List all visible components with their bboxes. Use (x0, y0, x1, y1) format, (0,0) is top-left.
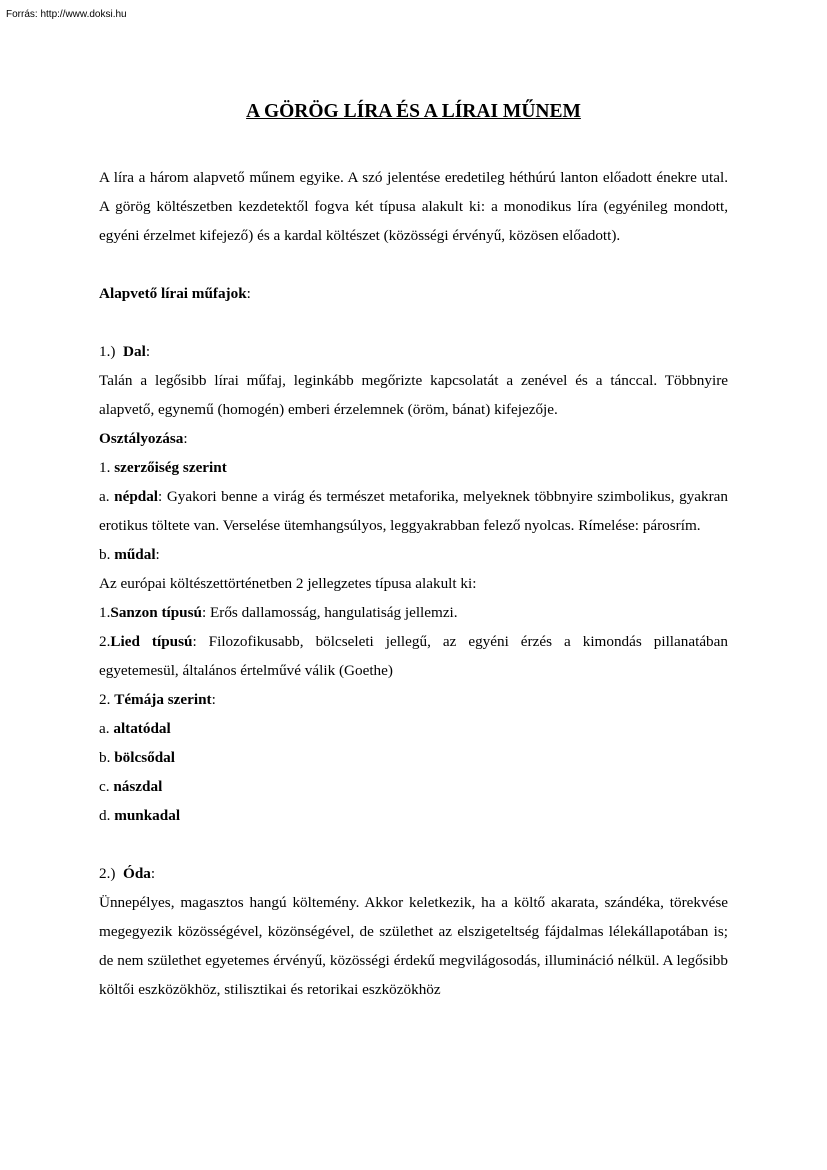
dal-classification (99, 424, 728, 453)
classification-rest: : (183, 430, 188, 447)
genres-heading-rest: : (246, 285, 251, 302)
by-theme-rest: : (211, 691, 216, 708)
sanzon-text: : Erős dallamosság, hangulatiság jellemzi. (201, 604, 458, 621)
nepdal-text: : Gyakori benne a virág és természet metaforika, melyeknek többnyire szimbolikus, gyakran erotikus töltete van. Verselése ütemhangsúlyos, leggyakrabban felező nyolcas. Rímelése: párosrím. (99, 488, 728, 534)
theme-prefix: d. (99, 807, 115, 824)
theme-bold: munkadal (114, 807, 181, 824)
classification-bold: Osztályozása (99, 430, 184, 447)
by-theme-prefix: 2. (99, 691, 115, 708)
spacer (99, 308, 728, 337)
genres-heading-bold: Alapvető lírai műfajok (99, 285, 247, 302)
nepdal-prefix: a. (99, 488, 115, 505)
sanzon-bold: Sanzon típusú (110, 604, 202, 621)
genres-heading (99, 279, 728, 308)
lied-prefix: 2. (99, 633, 111, 650)
theme-prefix: a. (99, 720, 114, 737)
theme-bold: bölcsődal (114, 749, 175, 766)
by-author (99, 453, 728, 482)
theme-prefix: c. (99, 778, 114, 795)
dal-number: 1.) (99, 343, 116, 360)
spacer (99, 830, 728, 859)
theme-item (99, 743, 728, 772)
dal-description: Talán a legősibb lírai műfaj, leginkább megőrizte kapcsolatát a zenével és a tánccal. Többnyire alapvető, egynemű (homogén) emberi érzelemnek (öröm, bánat) kifejezője. (99, 372, 728, 418)
sanzon-line (99, 598, 728, 627)
by-author-bold: szerzőiség szerint (114, 459, 227, 476)
source-note: Forrás: http://www.doksi.hu (6, 9, 127, 20)
by-author-prefix: 1. (99, 459, 115, 476)
by-theme (99, 685, 728, 714)
document-body (99, 163, 728, 1004)
theme-item (99, 772, 728, 801)
by-theme-bold: Témája szerint (114, 691, 212, 708)
page-title: A GÖRÖG LÍRA ÉS A LÍRAI MŰNEM (246, 101, 581, 122)
theme-item (99, 801, 728, 830)
mudal-line (99, 540, 728, 569)
lied-text: : Filozofikusabb, bölcseleti jellegű, az egyéni érzés a kimondás pillanatában egyetemesül, általános értelművé válik (Goethe) (99, 633, 728, 679)
dal-colon: : (145, 343, 151, 360)
sanzon-prefix: 1. (99, 604, 111, 621)
mudal-prefix: b. (99, 546, 115, 563)
theme-item (99, 714, 728, 743)
intro-paragraph: A líra a három alapvető műnem egyike. A szó jelentése eredetileg héthúrú lanton előadott énekre utal. A görög költészetben kezdetektől fogva két típusa alakult ki: a monodikus líra (egyénileg mondott, egyéni érzelmet kifejező) és a kardal költészet (közösségi érvényű, közösen előadott). (99, 169, 728, 244)
mudal-rest: : (155, 546, 160, 563)
lied-bold: Lied típusú (110, 633, 193, 650)
theme-bold: altatódal (113, 720, 171, 737)
lied-paragraph (99, 627, 728, 685)
theme-prefix: b. (99, 749, 115, 766)
european-line: Az európai költészettörténetben 2 jellegzetes típusa alakult ki: (99, 575, 477, 592)
dal-heading (99, 337, 728, 366)
spacer (99, 250, 728, 279)
nepdal-paragraph (99, 482, 728, 540)
dal-name: Dal (123, 343, 146, 360)
oda-description: Ünnepélyes, magasztos hangú költemény. Akkor keletkezik, ha a költő akarata, szándéka, törekvése megegyezik közösségével, közönségével, de születhet az elszigeteltség fájdalmas lélekállapotában is; de nem születhet egyetemes érvényű, közösségi érdekű megvilágosodás, illumináció nélkül. A legősibb költői eszközökhöz, stilisztikai és retorikai eszközökhöz (99, 894, 728, 998)
oda-name: Óda (123, 865, 151, 882)
oda-heading (99, 859, 728, 888)
oda-colon: : (150, 865, 156, 882)
nepdal-bold: népdal (114, 488, 159, 505)
theme-bold: nászdal (113, 778, 163, 795)
oda-number: 2.) (99, 865, 116, 882)
mudal-bold: műdal (114, 546, 156, 563)
